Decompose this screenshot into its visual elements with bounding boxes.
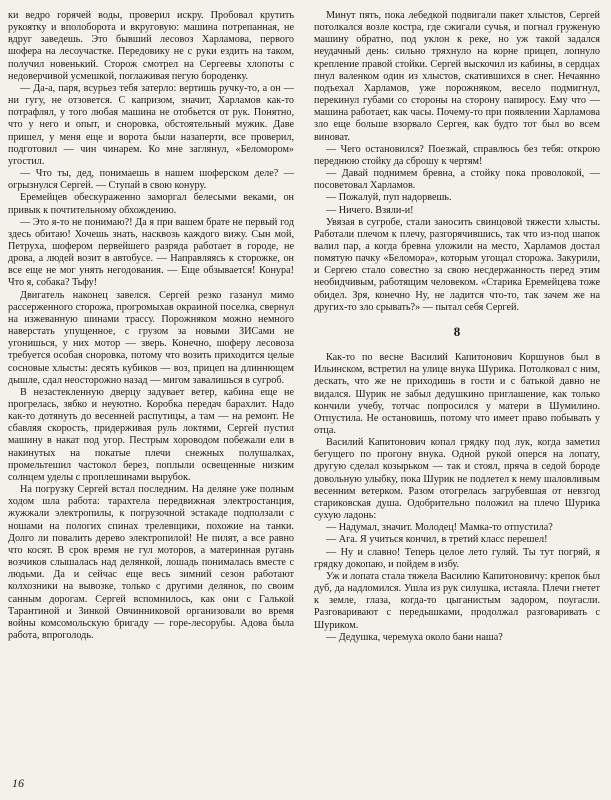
paragraph: Уж и лопата стала тяжела Василию Капитоновичу: крепок был дуб, да надломился. Ушла из рук силушка, истаяла. Плечи гнетет к земле, глаза, когда-то цыганистым задором, поугасли. Разговаривают с передышками, продолжал разговаривать с Шуриком.	[314, 570, 600, 631]
paragraph: ки ведро горячей воды, проверил искру. Пробовал крутить рукоятку и вполоборота и вкруговую: машина потрепанная, не вдруг заведешь. Это бывший лесовоз Харламова, первого шофера на лесоучастке. Передовику не с руки ездить на таком, получил новенький. Сторож смотрел на Сергеевы хлопоты с недоверчивой усмешкой, поглаживая пегую бороденку.	[8, 10, 294, 82]
paragraph: — Ничего. Взяли-и!	[326, 204, 414, 216]
chapter-number: 8	[453, 323, 461, 339]
paragraph: — Чего остановился? Поезжай, справлюсь без тебя: открою переднюю стойку да сброшу к чертям!	[314, 143, 600, 167]
paragraph: Василий Капитонович копал грядку под лук, когда заметил бегущего по прогону внука. Одной рукой оперся на лопату, другую сделал козырьком — так и стоял, пряча в седой бороде довольную улыбку, пока Шурик не подлетел к нему шаловливым весенним ветерком. Разом отогрелась загрубевшая от невзгод стариковская душа. Одобрительно положил на плечо Шурика сухую ладонь:	[314, 437, 600, 522]
left-column	[8, 10, 294, 642]
paragraph: — Пожалуй, пуп надорвешь.	[326, 192, 452, 204]
paragraph: Увязая в сугробе, стали заносить свинцовой тяжести хлысты. Работали плечом к плечу, разгорячившись, так что из-под шапок валил пар, а когда бревна уложили на место, Харламов достал помятую пачку «Беломора», которым угощал сторожа. Закурили, и Сергею стало совестно за свою несдержанность перед этим необидчивым, работящим человеком. «Старика Еремейцева тоже обидел. Зря, конечно Ну, не ладится что-то, так зачем же на других-то зло срывать?» — пытал себя Сергей.	[314, 216, 600, 313]
paragraph: — Это я-то не понимаю?! Да я при вашем брате не первый год здесь обитаю! Хочешь знать, насквозь каждого вижу. Сын мой, Петруха, шофером первейшего разряда работает в городе, не дрова, а людей возит в автобусе. — Направляясь к сторожке, он все еще не мог унять негодования. — Еще обзывается! Конура! Что я, собака? Тьфу!	[8, 216, 294, 289]
paragraph: Двигатель наконец завелся. Сергей резко газанул мимо рассерженного сторожа, прогромыхав окраиной поселка, свернул на изжеванную шинами трассу. Порожняком можно немного наверстать упущенное, с грузом за новыми ЗИСами не угонишься, у них мотор — зверь. Конечно, шоферу лесовоза требуется особая сноровка, потому что возить приходится целые сосновые хлысты: десять кубиков — воз, прицеп на длиннющем дышле, сдал неосторожно назад — мигом завалишься в сугроб.	[8, 289, 294, 386]
paragraph: В незастекленную дверцу задувает ветер, кабина еще не прогрелась, зябко и неуютно. Коробка передач барахлит. Надо как-то дотянуть до весенней распутицы, а там — на ремонт. Не сбавляя скорость, придерживая руль локтями, Сергей пустил машину в накат под угор. Пестрым хороводом побежали ели в накинутых на покатые плечи снежных полушалках, промельтешил частокол берез, поплыли освещенные низким солнцем уделы с проплешинами вырубок.	[8, 386, 294, 483]
right-column	[314, 10, 600, 644]
paragraph: — Давай поднимем бревна, а стойку пока проволокой, — посоветовал Харламов.	[314, 168, 600, 192]
paragraph: — Ага. Я учиться кончил, в третий класс перешел!	[326, 534, 548, 546]
paragraph: — Ну и славно! Теперь целое лето гуляй. Ты тут погряй, я грядку докопаю, и пойдем в избу.	[314, 546, 600, 570]
paragraph: — Что ты, дед, понимаешь в нашем шоферском деле? — огрызнулся Сергей. — Ступай в свою конуру.	[8, 168, 294, 192]
paragraph: Еремейцев обескураженно заморгал белесыми веками, он привык к почтительному обхождению.	[8, 192, 294, 216]
paragraph: Как-то по весне Василий Капитонович Коршунов был в Ильинском, встретил на улице внука Шурика. Потолковал с ним, дескать, что же не приходишь в гости и с батькой давно не видался. Шурик не забыл дедушкино приглашение, как только кончили учебу, тотчас попросился у матери в Шумилино. Отпустила. Не остановишь, потому что имеет право побывать у отца.	[314, 352, 600, 436]
page-number: 16	[12, 776, 24, 790]
paragraph: — Надумал, значит. Молодец! Мамка-то отпустила?	[326, 522, 553, 534]
paragraph: — Дедушка, черемуха около бани наша?	[326, 631, 503, 643]
paragraph: На погрузку Сергей встал последним. На деляне уже полным ходом шла работа: тарахтела передвижная электростанция, жужжали электропилы, к погрузочной эстакаде подползали с ношами на пологих спинах трелевщики, похожие на танки. Долго ли повалить дерево электропилой! Не пилят, а все равно что косят. В срок время не гул моторов, а материнная ругань возчиков слышалась над делянкой, лошадь понималась вместе с людьми. Да и сейчас еще весь зимний сезон работают колхозники на вывозке, только с другими делянок, по своим санным дорогам. Сергей вспомнилось, как они с Галькой Тарантиной и Зинкой Овчинниковой организовали во время войны комсомольскую бригаду — горе-лесорубы. Адова была работа, впроголодь.	[8, 484, 294, 641]
paragraph: Минут пять, пока лебедкой подвигали пакет хлыстов, Сергей потолкался возле костра, где сжигали сучья, и погнал груженую машину обратно, под уклон к реке, но уж такой задался неудачный день: сильно тряхнуло на корне прицеп, лопнуло крепление правой стойки. Сергей выскочил из кабины, в сердцах пнул валенком один из хлыстов, скатившихся в снег. Нечаянно подъехал Харламов, уже порожняком, весело подмигнул, перекинул губами со стороны на сторону папиросу. Ему что — машина работает, как часы. Почему-то при появлении Харламова зло еще больше взорвало Сергея, как будто тот был во всем виноват.	[314, 10, 600, 143]
paragraph: — Да-а, паря, всурьез тебя затерло: вертишь ручку-то, а он — ни гугу, не отзовется. С капризом, значит, Харламов как-то потрафлял, у того любая машина не отобьется от рук. Понятно, что у него и опыт, и сноровка, обстоятельный мужик. Даве пришел, у меня еще и ворота были назаперти, все проверил, подготовил — чин чинарем. Ко мне заглянул, «Беломором» угостил.	[8, 82, 294, 167]
